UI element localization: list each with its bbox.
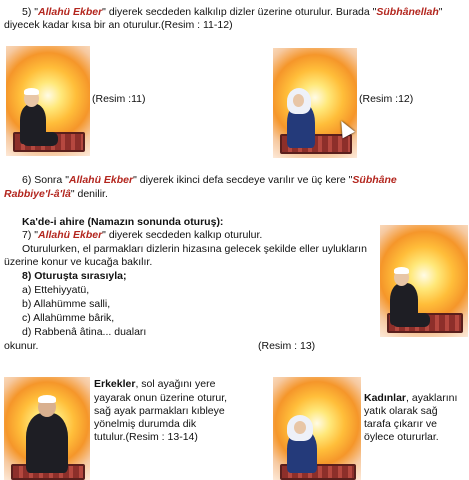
erkekler-line-1: Erkekler, sol ayağını yere: [94, 378, 216, 390]
kadinlar-line-1: Kadınlar, ayaklarını: [364, 392, 458, 404]
paragraph-7-line-3: üzerine konur ve kucağa bakılır.: [4, 256, 153, 268]
caption-resim-12: (Resim :12): [359, 93, 414, 105]
list-item-c: c) Allahümme bârik,: [22, 312, 115, 324]
kadinlar-line-4: öylece otururlar.: [364, 431, 439, 443]
illustration-resim-11: [6, 46, 90, 156]
paragraph-6-line-1: 6) Sonra "Allahü Ekber" diyerek ikinci defa secdeye varılır ve üç kere "Sübhâne: [22, 174, 397, 186]
paragraph-6-line-2: Rabbiye'l-â'lâ" denilir.: [4, 188, 108, 200]
list-item-d: d) Rabbenâ âtina... duaları: [22, 326, 147, 338]
illustration-resim-kadin: [273, 377, 361, 480]
erkekler-line-2: yayarak onun üzerine oturur,: [94, 392, 228, 404]
kadinlar-line-2: yatık olarak sağ: [364, 405, 438, 417]
paragraph-5-line-2: diyecek kadar kısa bir an oturulur.(Resim : 11-12): [4, 19, 233, 31]
erkekler-line-4: yönelmiş durumda dik: [94, 418, 197, 430]
paragraph-8: 8) Oturuşta sırasıyla;: [22, 270, 127, 282]
illustration-resim-12: [273, 48, 357, 158]
illustration-resim-13: [380, 225, 468, 337]
section-heading: Ka'de-i ahire (Namazın sonunda oturuş):: [22, 216, 224, 228]
illustration-resim-14: [4, 377, 90, 480]
paragraph-7: 7) "Allahü Ekber" diyerek secdeden kalkıp oturulur.: [22, 229, 263, 241]
caption-resim-13: (Resim : 13): [258, 340, 316, 352]
erkekler-line-3: sağ ayak parmakları kıbleye: [94, 405, 225, 417]
paragraph-7-line-2: Oturulurken, el parmakları dizlerin hizasına gelecek şekilde eller uylukların: [22, 243, 367, 255]
list-item-a: a) Ettehiyyatü,: [22, 284, 90, 296]
list-item-b: b) Allahümme salli,: [22, 298, 111, 310]
caption-resim-11: (Resim :11): [92, 93, 146, 105]
paragraph-5-line-1: 5) "Allahü Ekber" diyerek secdeden kalkılıp dizler üzerine oturulur. Burada "Sübhânellah": [22, 6, 443, 18]
erkekler-line-5: tutulur.(Resim : 13-14): [94, 431, 198, 443]
paragraph-8-end: okunur.: [4, 340, 39, 352]
kadinlar-line-3: tarafa çıkarır ve: [364, 418, 437, 430]
